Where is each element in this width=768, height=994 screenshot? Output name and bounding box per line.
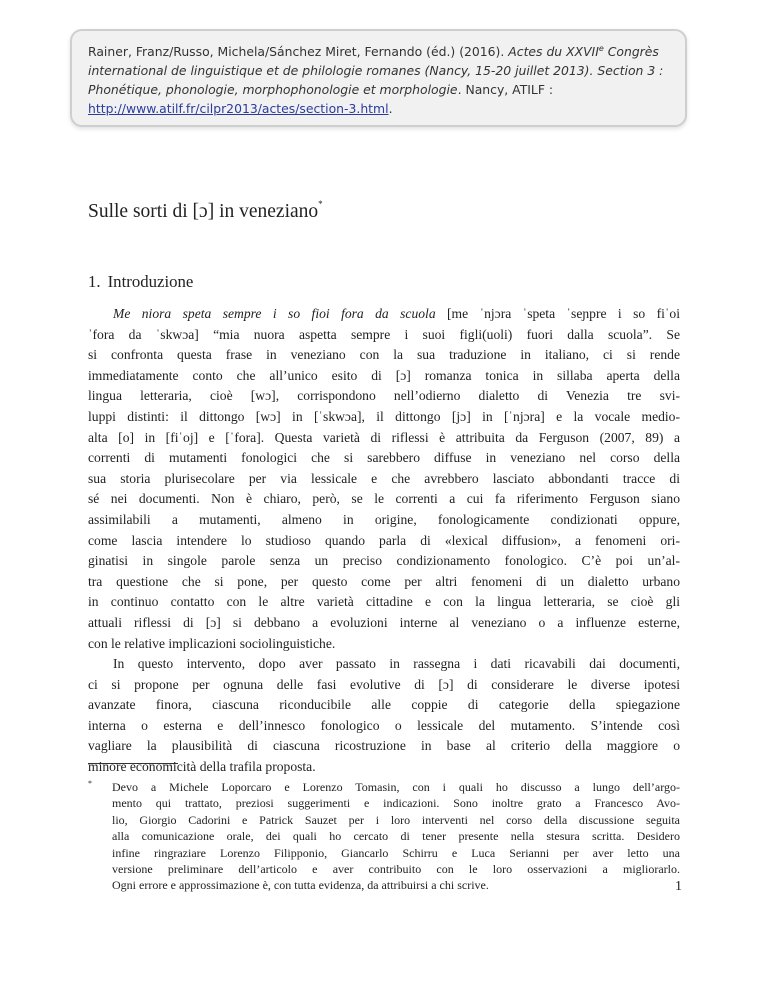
footnote-line: mento qui trattato, preziosi suggerimenti e indicazioni. Sono inoltre grato a Francesco Avo- xyxy=(112,796,680,811)
text-line: assimilabili a mutamenti, almeno in origine, fonologicamente condizionati oppure, xyxy=(88,511,680,527)
citation-box xyxy=(70,29,687,127)
text-line: ˈfora da ˈskwɔa] “mia nuora aspetta sempre i suoi figli(uoli) fuori dalla scuola”. Se xyxy=(88,326,680,342)
section-number: 1. xyxy=(88,272,101,291)
footnote-line: alla comunicazione orale, dei quali ho cercato di tener presente nella stesura scritta. Desidero xyxy=(112,829,680,844)
text-line: ci si propone per ognuna delle fasi evolutive di [ɔ] di considerare le diverse ipotesi xyxy=(88,676,680,692)
footnote-line: Devo a Michele Loporcaro e Lorenzo Tomasin, con i quali ho discusso a lungo dell’argo- xyxy=(112,780,680,794)
text-line: lingua letteraria, cioè [wɔ], corrispondono nell’odierno dialetto di Venezia tre svi- xyxy=(88,388,680,404)
page-number: 1 xyxy=(675,879,682,894)
paper-title xyxy=(88,201,323,223)
citation-title-part-2: Congrès xyxy=(603,44,659,59)
example-sentence: Me niora speta sempre i so fioi fora da scuola xyxy=(113,306,436,321)
citation-title-part-3: international de linguistique et de philologie romanes (Nancy, 15-20 juillet 2013). Section 3 : xyxy=(88,63,664,78)
citation-title-part-1: Actes du XXVII xyxy=(508,44,599,59)
citation-line-4 xyxy=(88,99,671,118)
footnote-line: Ogni errore e approssimazione è, con tutta evidenza, da attribuirsi a chi scrive. xyxy=(112,878,489,893)
text-line: sua storia plurisecolare per via lessicale e che avrebbero lasciato abbondanti tracce di xyxy=(88,470,680,486)
citation-section-title: Phonétique, phonologie, morphophonologie et morphologie xyxy=(88,82,458,97)
text-line: con le relative implicazioni sociolinguistiche. xyxy=(88,635,336,651)
text-line: come lascia intendere lo studioso quando parla di «lexical diffusion», a fenomeni ori- xyxy=(88,532,680,548)
footnote-mark: * xyxy=(88,779,92,788)
text-line xyxy=(88,304,680,325)
citation-line-3 xyxy=(88,80,671,99)
paragraph-2 xyxy=(88,654,680,778)
citation-line-1 xyxy=(88,42,671,61)
text-line: luppi distinti: il dittongo [wɔ] in [ˈskwɔa], il dittongo [jɔ] in [ˈnjɔra] e la vocale medio- xyxy=(88,408,680,424)
text-line: minore economicità della trafila proposta. xyxy=(88,759,316,775)
text-line: vagliare la plausibilità di ciascuna ricostruzione in base al criterio della maggiore o xyxy=(88,738,680,754)
footnote-divider xyxy=(88,763,178,764)
citation-publisher: . Nancy, ATILF : xyxy=(457,82,554,97)
footnote-line: versione preliminare dell’articolo e aver contribuito con le loro osservazioni a migliorarlo. xyxy=(112,862,680,877)
text-line: ginatisi in singole parole senza un preciso condizionamento fonologico. C’è poi un’al- xyxy=(88,553,680,569)
text-line: tra questione che si pone, per questo come per altri fenomeni di un dialetto urbano xyxy=(88,573,680,589)
text-line: alta [o] in [fiˈoj] e [ˈfora]. Questa varietà di riflessi è attribuita da Ferguson (2007, 89) a xyxy=(88,429,680,445)
title-footnote-mark[interactable]: * xyxy=(318,199,323,209)
text-line: si confronta questa frase in veneziano con la sua traduzione in italiano, ci si rende xyxy=(88,347,680,363)
text-line: correnti di mutamenti fonologici che si sarebbero diffuse in veneziano nel corso della xyxy=(88,450,680,466)
text-line: interna o esterna e dell’innesco fonologico o lessicale del mutamento. S’intende così xyxy=(88,717,680,733)
citation-line-2 xyxy=(88,61,671,80)
example-transcription: [me ˈnjɔra ˈspeta ˈseɲpre i so fiˈoi xyxy=(447,306,680,321)
text-line: sé nei documenti. Non è chiaro, però, se le correnti a cui fa riferimento Ferguson siano xyxy=(88,491,680,507)
citation-url-suffix: . xyxy=(388,101,393,116)
text-line: attuali riflessi di [ɔ] si debbano a evoluzioni interne al veneziano o a influenze esterne, xyxy=(88,614,680,630)
citation-url-link[interactable]: http://www.atilf.fr/cilpr2013/actes/section-3.html xyxy=(88,101,389,116)
body-text xyxy=(88,304,680,778)
paper-title-text: Sulle sorti di [ɔ] in veneziano xyxy=(88,201,319,222)
text-line: In questo intervento, dopo aver passato in rassegna i dati ricavabili dai documenti, xyxy=(113,656,680,672)
citation-ordinal-sup: e xyxy=(598,44,604,53)
text-line: in continuo contatto con le altre varietà cittadine e con la lingua letteraria, se cioè gli xyxy=(88,594,680,610)
footnote-line: infine ringraziare Lorenzo Filipponio, Giancarlo Schirru e Luca Serianni per aver letto una xyxy=(112,845,680,860)
footnote xyxy=(88,779,680,894)
text-line: avanzate finora, ciascuna riconducibile alle coppie di categorie della spiegazione xyxy=(88,697,680,713)
footnote-text xyxy=(112,779,680,894)
section-heading xyxy=(88,272,193,292)
section-heading-text: Introduzione xyxy=(107,272,194,291)
paragraph-1 xyxy=(88,304,680,654)
footnote-line: lio, Giorgio Cadorini e Patrick Sauzet per i loro interventi nel corso della discussione seguita xyxy=(112,812,680,827)
citation-authors: Rainer, Franz/Russo, Michela/Sánchez Miret, Fernando (éd.) (2016). xyxy=(88,44,509,59)
text-line: immediatamente conto che all’unico esito di [ɔ] romanza tonica in sillaba aperta della xyxy=(88,367,680,383)
